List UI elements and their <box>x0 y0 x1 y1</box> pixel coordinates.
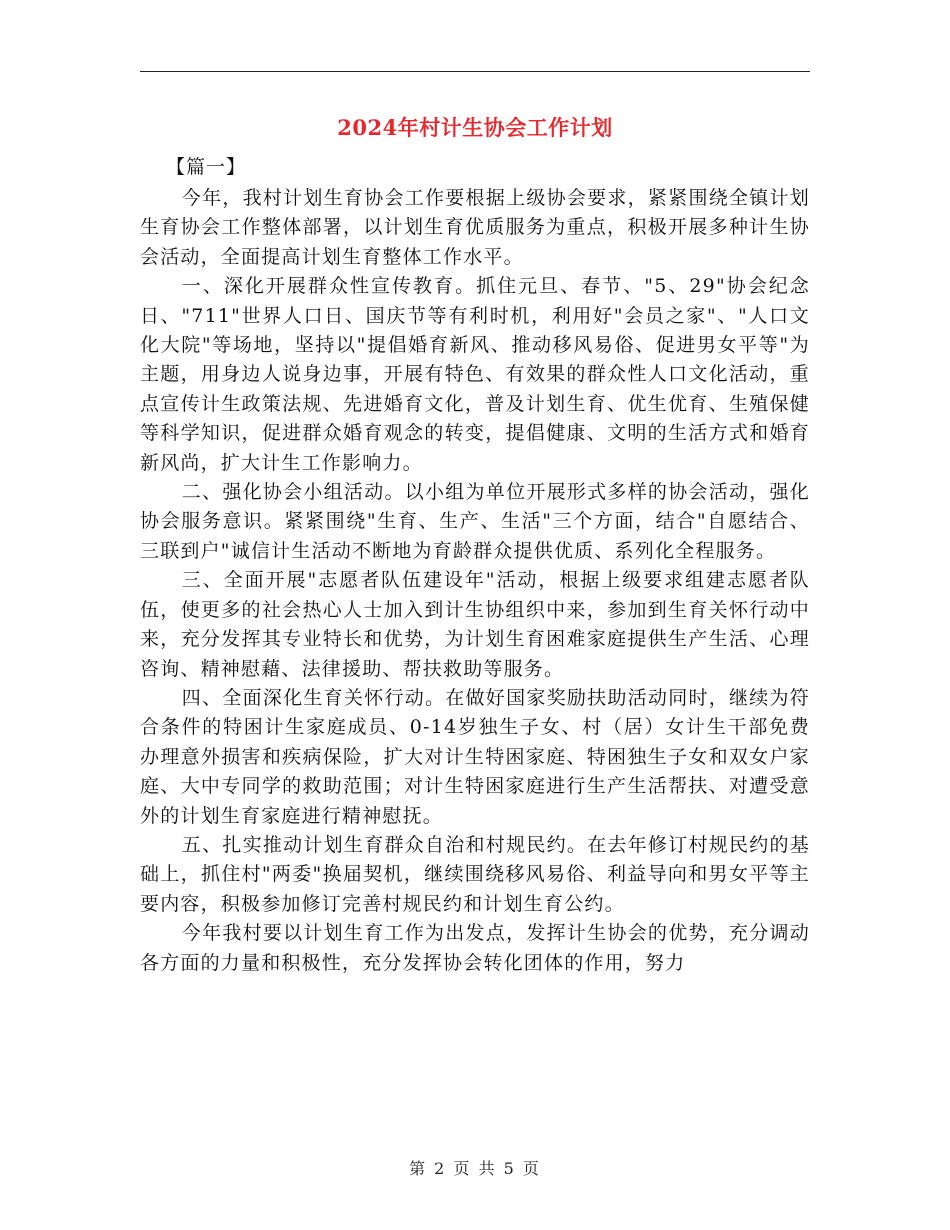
page-number: 第 2 页 共 5 页 <box>409 1159 541 1178</box>
header-rule <box>140 71 810 72</box>
paragraph-item-1: 一、深化开展群众性宣传教育。抓住元旦、春节、"5、29"协会纪念日、"711"世界人口日、国庆节等有利时机，利用好"会员之家"、"人口文化大院"等场地，坚持以"提倡婚育新风、推动移风易俗、促进男女平等"为主题，用身边人说身边事，开展有特色、有效果的群众性人口文化活动，重点宣传计生政策法规、先进婚育文化，普及计划生育、优生优育、生殖保健等科学知识，促进群众婚育观念的转变，提倡健康、文明的生活方式和婚育新风尚，扩大计生工作影响力。 <box>140 275 810 474</box>
paragraph-item-2: 二、强化协会小组活动。以小组为单位开展形式多样的协会活动，强化协会服务意识。紧紧围绕"生育、生产、生活"三个方面，结合"自愿结合、三联到户"诚信计生活动不断地为育龄群众提供优质、系列化全程服务。 <box>140 481 810 562</box>
paragraph-conclusion: 今年我村要以计划生育工作为出发点，发挥计生协会的优势，充分调动各方面的力量和积极性，充分发挥协会转化团体的作用，努力 <box>140 922 810 974</box>
paragraph-item-5: 五、扎实推动计划生育群众自治和村规民约。在去年修订村规民约的基础上，抓住村"两委"换届契机，继续围绕移风易俗、利益导向和男女平等主要内容，积极参加修订完善村规民约和计划生育公约。 <box>140 833 810 915</box>
paragraph-item-4: 四、全面深化生育关怀行动。在做好国家奖励扶助活动同时，继续为符合条件的特困计生家庭成员、0-14岁独生子女、村（居）女计生干部免费办理意外损害和疾病保险，扩大对计生特困家庭、特困独生子女和双女户家庭、大中专同学的救助范围；对计生特困家庭进行生产生活帮扶、对遭受意外的计划生育家庭进行精神慰抚。 <box>140 686 810 827</box>
paragraph-item-3: 三、全面开展"志愿者队伍建设年"活动，根据上级要求组建志愿者队伍，使更多的社会热心人士加入到计生协组织中来，参加到生育关怀行动中来，充分发挥其专业特长和优势，为计划生育困难家庭提供生产生活、心理咨询、精神慰藉、法律援助、帮扶救助等服务。 <box>140 569 810 680</box>
paragraph-intro: 今年，我村计划生育协会工作要根据上级协会要求，紧紧围绕全镇计划生育协会工作整体部署，以计划生育优质服务为重点，积极开展多种计生协会活动，全面提高计划生育整体工作水平。 <box>140 187 810 268</box>
document-title: 2024年村计生协会工作计划 <box>337 115 613 140</box>
section-label: 【篇一】 <box>166 156 247 178</box>
document-body <box>140 184 810 978</box>
